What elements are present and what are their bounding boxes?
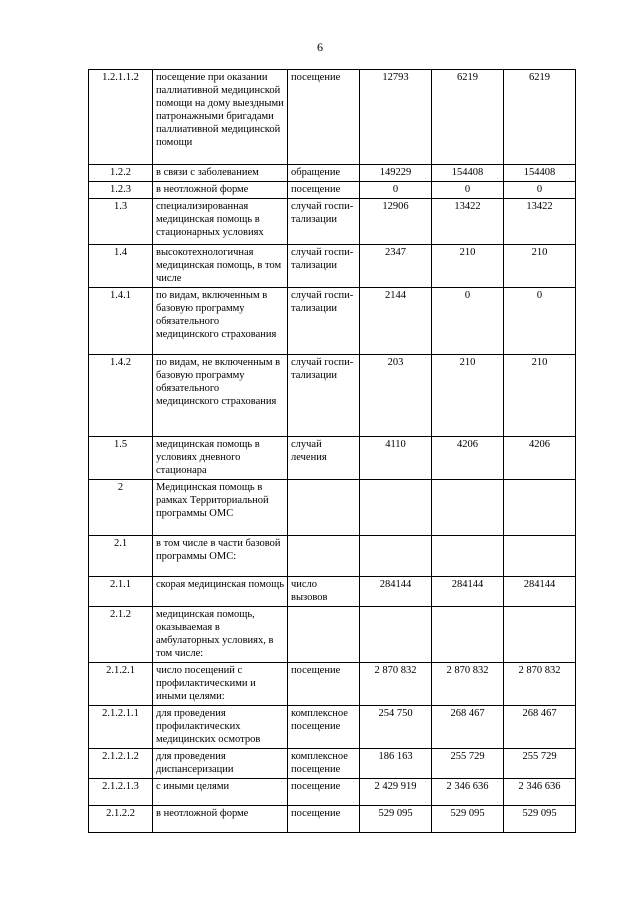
row-value-2: 284144 — [432, 577, 504, 607]
row-value-3: 6219 — [504, 70, 576, 165]
row-unit: посещение — [288, 806, 360, 833]
row-value-3: 268 467 — [504, 706, 576, 749]
row-name: специализированная медицинская помощь в стационарных условиях — [153, 199, 288, 245]
row-value-2: 6219 — [432, 70, 504, 165]
row-name: скорая медицинская помощь — [153, 577, 288, 607]
table-row — [89, 577, 576, 607]
row-value-2 — [432, 480, 504, 536]
row-unit: случай госпи-тализации — [288, 288, 360, 355]
row-value-3: 2 870 832 — [504, 663, 576, 706]
row-unit: комплексное посещение — [288, 749, 360, 779]
table-row — [89, 355, 576, 437]
row-value-2: 4206 — [432, 437, 504, 480]
row-value-3: 0 — [504, 288, 576, 355]
table-row — [89, 779, 576, 806]
table-row — [89, 199, 576, 245]
table-row — [89, 288, 576, 355]
row-value-2: 210 — [432, 355, 504, 437]
row-value-1 — [360, 536, 432, 577]
row-name: с иными целями — [153, 779, 288, 806]
row-unit — [288, 480, 360, 536]
table-row — [89, 480, 576, 536]
table-row — [89, 182, 576, 199]
row-unit: случай госпи-тализации — [288, 199, 360, 245]
row-value-2: 154408 — [432, 165, 504, 182]
row-unit: посещение — [288, 182, 360, 199]
row-number: 2.1.2.1.2 — [89, 749, 153, 779]
row-unit: случай госпи-тализации — [288, 355, 360, 437]
row-number: 1.4.1 — [89, 288, 153, 355]
row-number: 1.2.2 — [89, 165, 153, 182]
row-name: медицинская помощь, оказываемая в амбулаторных условиях, в том числе: — [153, 607, 288, 663]
table-row — [89, 806, 576, 833]
row-number: 1.4 — [89, 245, 153, 288]
row-value-1: 0 — [360, 182, 432, 199]
row-value-1: 2 429 919 — [360, 779, 432, 806]
row-value-1 — [360, 607, 432, 663]
row-value-1: 4110 — [360, 437, 432, 480]
table-row — [89, 165, 576, 182]
row-value-2: 13422 — [432, 199, 504, 245]
row-number: 2.1.2 — [89, 607, 153, 663]
table-row — [89, 706, 576, 749]
row-value-3: 2 346 636 — [504, 779, 576, 806]
row-unit — [288, 607, 360, 663]
row-number: 2.1.2.1 — [89, 663, 153, 706]
indicators-table — [88, 69, 576, 833]
row-unit: комплексное посещение — [288, 706, 360, 749]
table-row — [89, 70, 576, 165]
row-name: по видам, включенным в базовую программу обязательного медицинского страхования — [153, 288, 288, 355]
row-number: 2.1.2.2 — [89, 806, 153, 833]
row-value-3 — [504, 480, 576, 536]
row-name: Медицинская помощь в рамках Территориальной программы ОМС — [153, 480, 288, 536]
table-row — [89, 536, 576, 577]
row-number: 1.5 — [89, 437, 153, 480]
row-value-3: 13422 — [504, 199, 576, 245]
row-value-3: 210 — [504, 355, 576, 437]
row-value-2: 268 467 — [432, 706, 504, 749]
row-value-2: 0 — [432, 288, 504, 355]
row-value-3: 284144 — [504, 577, 576, 607]
row-value-3: 154408 — [504, 165, 576, 182]
row-value-1: 2347 — [360, 245, 432, 288]
row-value-3: 255 729 — [504, 749, 576, 779]
row-name: посещение при оказании паллиативной медицинской помощи на дому выездными патронажными бригадами паллиативной медицинской помощи — [153, 70, 288, 165]
row-value-2: 255 729 — [432, 749, 504, 779]
row-name: в неотложной форме — [153, 806, 288, 833]
row-unit: посещение — [288, 663, 360, 706]
table-row — [89, 749, 576, 779]
row-unit: случай лечения — [288, 437, 360, 480]
row-name: в том числе в части базовой программы ОМС: — [153, 536, 288, 577]
row-value-1: 2144 — [360, 288, 432, 355]
row-value-3: 0 — [504, 182, 576, 199]
row-unit: обращение — [288, 165, 360, 182]
row-value-3: 210 — [504, 245, 576, 288]
page-number: 6 — [317, 40, 323, 54]
row-number: 1.2.1.1.2 — [89, 70, 153, 165]
row-unit: число вызовов — [288, 577, 360, 607]
row-value-2 — [432, 607, 504, 663]
table-row — [89, 663, 576, 706]
row-name: медицинская помощь в условиях дневного стационара — [153, 437, 288, 480]
row-value-1 — [360, 480, 432, 536]
row-value-3: 4206 — [504, 437, 576, 480]
row-value-2: 210 — [432, 245, 504, 288]
row-value-1: 203 — [360, 355, 432, 437]
row-unit — [288, 536, 360, 577]
row-value-1: 2 870 832 — [360, 663, 432, 706]
row-value-1: 149229 — [360, 165, 432, 182]
row-number: 2.1.1 — [89, 577, 153, 607]
row-unit: случай госпи-тализации — [288, 245, 360, 288]
row-number: 2.1.2.1.1 — [89, 706, 153, 749]
row-name: по видам, не включенным в базовую программу обязательного медицинского страхования — [153, 355, 288, 437]
row-value-1: 529 095 — [360, 806, 432, 833]
row-number: 2 — [89, 480, 153, 536]
row-name: число посещений с профилактическими и иными целями: — [153, 663, 288, 706]
row-value-1: 12906 — [360, 199, 432, 245]
row-value-2: 0 — [432, 182, 504, 199]
row-number: 1.3 — [89, 199, 153, 245]
row-value-2 — [432, 536, 504, 577]
table-row — [89, 437, 576, 480]
row-name: для проведения профилактических медицинских осмотров — [153, 706, 288, 749]
row-name: в связи с заболеванием — [153, 165, 288, 182]
row-value-3 — [504, 607, 576, 663]
row-number: 1.4.2 — [89, 355, 153, 437]
row-name: для проведения диспансеризации — [153, 749, 288, 779]
row-value-2: 2 870 832 — [432, 663, 504, 706]
row-unit: посещение — [288, 70, 360, 165]
row-value-1: 284144 — [360, 577, 432, 607]
row-number: 2.1 — [89, 536, 153, 577]
row-name: в неотложной форме — [153, 182, 288, 199]
row-value-1: 254 750 — [360, 706, 432, 749]
row-unit: посещение — [288, 779, 360, 806]
row-number: 1.2.3 — [89, 182, 153, 199]
row-value-1: 186 163 — [360, 749, 432, 779]
row-value-3 — [504, 536, 576, 577]
table-row — [89, 607, 576, 663]
table-row — [89, 245, 576, 288]
row-number: 2.1.2.1.3 — [89, 779, 153, 806]
row-value-2: 529 095 — [432, 806, 504, 833]
row-name: высокотехнологичная медицинская помощь, в том числе — [153, 245, 288, 288]
row-value-1: 12793 — [360, 70, 432, 165]
row-value-3: 529 095 — [504, 806, 576, 833]
row-value-2: 2 346 636 — [432, 779, 504, 806]
